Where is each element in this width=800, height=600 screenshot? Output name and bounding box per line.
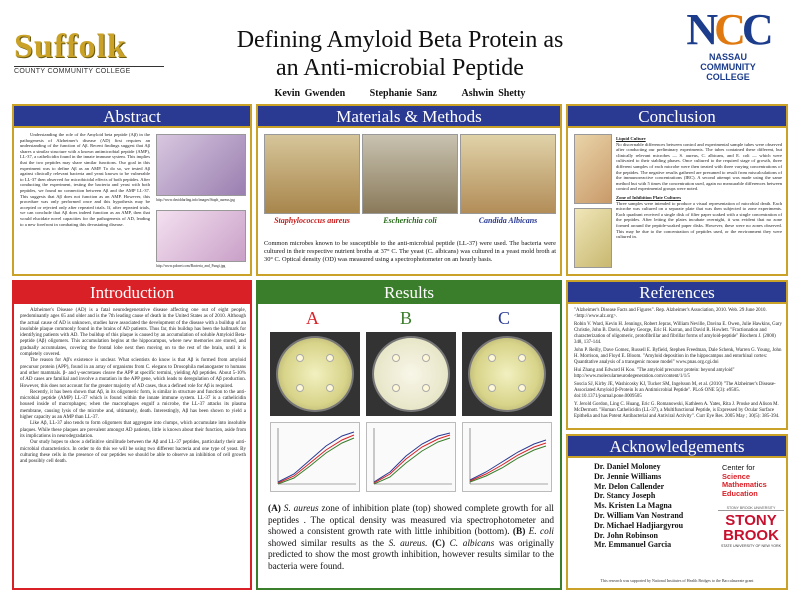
- abstract-panel: [12, 104, 252, 276]
- caption-a-text: zone of inhibition plate (top) showed complete growth for all peptides . The optical density was measured via spectrophotometer and showed a consistent growth rate with little inhibition (bottom).: [268, 504, 554, 538]
- ncc-monogram: NCC: [686, 5, 770, 54]
- caption-c-species: C. albicans: [449, 538, 495, 549]
- abstract-photo-2: [156, 210, 246, 262]
- ack-name: Dr. Daniel Moloney: [594, 462, 661, 471]
- reference-item: Hui Zhang and Edward H Koo. "The amyloid precursor protein: beyond amyloid" http://www.molecularneurodegeneration.com/content/1/1/5: [574, 368, 735, 379]
- agar-plate-b: [372, 336, 450, 412]
- results-panel: [256, 280, 562, 590]
- reference-item: Soscia SJ, Kirby JE, Washicosky KJ, Tucker SM, Ingelsson M, et al. (2010) "The Alzheimer's Disease-Associated Amyloid β-Protein Is an Antimicrobial Peptide". PLoS ONE 5(3): e9505. doi:10.1371/journal.pone.0009505: [574, 382, 776, 399]
- reference-item: Robin V. Ward, Kevin H. Jennings, Robert Jepras, William Neville, Davina E. Owen, Julie Hawkins, Gary Christie, John B. Davis, Ashley George, Eric H. Karran, and David R. Howlett. "Fractionation and characterization of oligomeric, protofibrillar and fibrillar forms of amyloid-peptide" Biochem J. (2000) 348, 137-144.: [574, 322, 782, 345]
- introduction-panel: [12, 280, 252, 590]
- abstract-text: Understanding the role of the Amyloid beta peptide (Aβ) in the pathogenesis of Alzheimer's disease (AD) first requires an understanding of the function of Aβ. Recent findings suggest that Aβ shares a similar structure with a known antimicrobial peptide (AMP), LL-37, a cathelicidin found in the innate immune system. This implies that the two peptides may share similar functions. Our goal in this experiment was to define Aβ as an AMP. To do so, we tested Aβ against clinically relevant bacteria and yeast known to be vulnerable to LL-37 then observed for microbicidal effects of both peptides. After conducting the experiment, testing the bacteria and yeast with both peptides, we found no connection between Aβ and the AMP LL-37. This suggests that Aβ does not function as an AMP. However, this procedure was only performed once and this hypothesis may be accepted or rejected only after repeated trials. If, after repeated trials, we can conclude that Aβ does indeed function as an AMP, then that would elucidate novel capacities for the pathogenesis of AD, leading to a new forefront in combating this devastating disease.: [20, 132, 150, 227]
- plate-label-a: A: [306, 308, 319, 328]
- csme-line: Science: [722, 471, 750, 481]
- conclusion-subheading: Liquid Culture: [616, 136, 646, 141]
- ack-name: Dr. Stancy Joseph: [594, 491, 656, 501]
- results-heading: Results: [258, 282, 560, 304]
- organism-label: Escherichia coli: [383, 216, 437, 225]
- ncc-name-line: COMMUNITY: [700, 62, 756, 72]
- stony-brook-logo: [718, 506, 784, 548]
- growth-chart-c: [462, 422, 552, 492]
- csme-logo: [722, 464, 782, 498]
- materials-panel: [256, 104, 562, 276]
- ack-name: Ms. Kristen La Magna: [594, 501, 672, 511]
- conclusion-subheading: Zone of Inhibition Plate Cultures: [616, 194, 682, 200]
- caption-b-species2: S. aureus.: [388, 538, 428, 549]
- materials-text: Common microbes known to be susceptible to the anti-microbial peptide (LL-37) were used. The bacteria were cultured in their respective nutrient broths at 37° C. The yeast (C. albicans) was cultured in a yeast mold broth at 30° C. Optical density (OD) was measured using a spectrophotometer on an hourly basis.: [264, 240, 556, 263]
- suffolk-logo-subtitle: COUNTY COMMUNITY COLLEGE: [14, 66, 164, 75]
- acknowledgements-panel: [566, 434, 788, 590]
- funding-footer: This research was supported by National Institutes of Health Bridges to the Baccalaureate grant: [600, 578, 754, 583]
- plate-photo-c: [462, 332, 552, 416]
- introduction-heading: Introduction: [14, 282, 250, 304]
- plate-photo-a: [270, 332, 360, 416]
- sbu-big-line: STONY: [725, 512, 777, 529]
- sbu-big-line: BROOK: [723, 527, 779, 544]
- ack-name: Dr. William Van Nostrand: [594, 510, 684, 520]
- references-heading: References: [568, 282, 786, 304]
- caption-c-text: was originally predicted to show the most growth inhibition, however results similar to the bacteria were found.: [268, 538, 555, 572]
- introduction-paragraph: Our study hopes to show a definitive similitude between the Aβ and LL-37 peptides, particularly their anti-microbial characteristics. In order to do this we will be using two different bacteria and one type of yeast. By culturing these cells in the presence of our peptides we should be able to observe an inhibition of cell growth and possibly cell death.: [20, 440, 246, 465]
- csme-line: Mathematics: [722, 480, 767, 490]
- conclusion-body: [616, 136, 782, 240]
- acknowledgement-names: [594, 462, 724, 550]
- ack-name: Dr. Jennie Williams: [594, 471, 662, 481]
- sbu-tagline: STATE UNIVERSITY OF NEW YORK: [720, 544, 782, 548]
- organism-label: Candida Albicans: [478, 216, 538, 225]
- reference-item: "Alzheimer's Disease Facts and Figures". Rep. Alzheimer's Association, 2010. Web. 29 June 2010. <http://www.alz.org>.: [574, 308, 767, 319]
- abstract-photo-2-credit: http://www.pdcnet.com/Bacteria_and_Fungi.jpg: [156, 264, 226, 268]
- conclusion-heading: Conclusion: [568, 106, 786, 128]
- culture-tubes-photo-1: [264, 134, 360, 214]
- ack-name: Mr. Emmanuel Garcia: [594, 540, 672, 550]
- author-name: Kevin Gwenden: [274, 88, 346, 99]
- culture-tubes-photo-2: [362, 134, 458, 214]
- introduction-paragraph: Alzheimer's Disease (AD) is a fatal neurodegenerative disease affecting one out of eight people, predominantly ages 65 and older and is the 7th leading cause of death in the United States as of 2010. Although the actual cause of AD is unknown, studies have associated the development of the disease with a buildup of an insoluble plaque commonly found in the brains of AD patients. Thus far, this buildup has been the hallmark for identifying patients with AD. The buildup of this plaque is caused by an accumulation of soluble Amyloid Beta-peptide (Aβ) oligomers. This accumulation begins at the hippocampus, where new memories are stored, and gradually accumulates, covering the frontal lobe next then moving on to the rest of the brain, until it is completely covered.: [20, 308, 246, 358]
- results-caption: [268, 504, 554, 574]
- caption-a-label: (A): [268, 504, 281, 514]
- conclusion-panel: [566, 104, 788, 276]
- organism-label: Staphylococcus aureus: [274, 216, 350, 225]
- introduction-paragraph: Recently, it has been shown that Aβ, in its oligomeric form, is similar in structure and function to the anti-microbial peptide (AMP) LL-37 which is found within the innate immune system. LL-37 is a cathelicidin housed inside of macrophages; when the macrophages engulf a microbe, the LL-37 attacks its plasma membrane, causing lysis of the microbe and, ultimately, death. Interestingly, Aβ has been shown to yield a higher capacity as an AMP than LL-37.: [20, 389, 246, 421]
- acknowledgements-heading: Acknowledgements: [568, 436, 786, 458]
- ack-name: Mr. Delon Callender: [594, 481, 665, 491]
- reference-item: John P. Reilly, Dave Gomez, Russell E. Byfield, Stephen Freedman, Dale Schenk, Warren G. Young, John H. Morrison, and Floyd E. Bloom. "Amyloid deposition in the hippocampus and entorhinal cortex: Quantitative analysis of a transgenic mouse model" www.pnas.org.cgi.doi: [574, 348, 782, 365]
- introduction-body: [20, 308, 246, 465]
- agar-plate-a: [276, 336, 354, 412]
- abstract-photo-1-credit: http://www.daviddarling.info/images/Staph_aureus.jpg: [156, 198, 235, 202]
- ncc-name-line: COLLEGE: [706, 72, 750, 82]
- suffolk-logo: [14, 30, 164, 76]
- abstract-heading: Abstract: [14, 106, 250, 128]
- nassau-logo: [668, 5, 788, 103]
- introduction-paragraph: Like Aβ, LL-37 also tends to form oligomers that aggregate into clumps, which accumulate into insoluble plaques. While these plaques are prevalent amongst AD patients, little is known about their function, aside from its implications in neurodegradation.: [20, 421, 246, 439]
- author-name: Stephanie Sanz: [369, 88, 437, 99]
- ack-name: Dr. Michael Hadjiargyrou: [594, 520, 684, 530]
- poster-title: [200, 26, 600, 82]
- ncc-name-line: NASSAU: [708, 52, 747, 62]
- csme-line: Education: [722, 488, 758, 498]
- materials-heading: Materials & Methods: [258, 106, 560, 128]
- plate-photo-b: [366, 332, 456, 416]
- sbu-small-line: STONY BROOK UNIVERSITY: [718, 506, 784, 511]
- poster-title-line1: Defining Amyloid Beta Protein as: [236, 27, 564, 53]
- ack-name: Dr. John Robinson: [594, 530, 658, 540]
- author-list: [200, 88, 600, 99]
- conclusion-photo-1: [574, 134, 612, 204]
- references-list: [574, 308, 784, 420]
- author-name: Ashwin Shetty: [461, 88, 526, 99]
- poster-title-line2: an Anti-microbial Peptide: [276, 55, 524, 81]
- caption-b-label: (B): [512, 527, 526, 538]
- csme-line: Center for: [722, 463, 755, 472]
- references-panel: [566, 280, 788, 430]
- conclusion-text: No discernable differences between control and experimental sample tubes were observed after conducting our preliminary experiments. The tubes contained these different, but clinically relevant microbes — S. aureus, C. albicans, and E. coli — which were cultivated to their stabling phases. Once cultured to the required stage of growth, three different samples of each microbe were then treated with three varying concentrations of the peptides. The negative results gathered are presumed to result from miscalculations of the immunoreactive concentrations (IRC). A second attempt was made using the same method but with 5 times the concentration used, again no measurable differences between control and experimental groups were noted.: [616, 141, 782, 192]
- growth-chart-a: [270, 422, 360, 492]
- plate-label-c: C: [498, 308, 511, 328]
- agar-plate-c: [468, 336, 546, 412]
- plate-label-b: B: [400, 308, 413, 328]
- abstract-photo-1: [156, 134, 246, 196]
- caption-c-label: (C): [432, 538, 445, 549]
- caption-b-text: showed similar results as the: [268, 538, 384, 549]
- introduction-paragraph: The reason for Aβ's existence is unclear. What scientists do know is that Aβ is formed from amyloid precursor protein (APP), found in an array of organisms from C. elegans to Drosophila melanogaster to humans and other mammals. β- and γ-secretases cleave the APP at specific termini, yielding Aβ peptides. About 5-10% of AD cases are familial and involve a mutation in the APP gene, which leads to deregulation of Aβ production. However, this does not account for the greater majority of AD cases, thus a defined role for Aβ is required.: [20, 358, 246, 389]
- conclusion-photo-2: [574, 208, 612, 268]
- culture-tubes-photo-3: [460, 134, 556, 214]
- conclusion-text: Three samples were intended to produce a visual representation of microbial death. Each microbe was cultured on a separate plate that was then subjected to zone experiments. Each quadrant received a single disk of filter paper soaked with a single concentration of the peptides. After letting the plates incubate overnight, it was evident that no zone formed around the peptide-soaked paper disks. However, these were no zones observed. This may be due to the concentration of peptides used, or the environment they were cultured in.: [616, 200, 782, 240]
- caption-b-species: E. coli: [528, 527, 554, 538]
- caption-a-species: S. aureus: [283, 504, 319, 514]
- growth-chart-b: [366, 422, 456, 492]
- suffolk-logo-word: Suffolk: [14, 28, 127, 65]
- reference-item: Y. Jerold Gordon, Ling C. Huang, Eric G. Romanowski, Kathleen A. Yates, Rita J. Proske and Alison M. McDermott. "Human Cathelicidin (LL-37), a Multifunctional Peptide, is Expressed by Ocular Surface Epithelia and has Potent Antibacterial and Antiviral Activity". Curr Eye Res. 2005 May ; 30(5): 385-394.: [574, 402, 780, 419]
